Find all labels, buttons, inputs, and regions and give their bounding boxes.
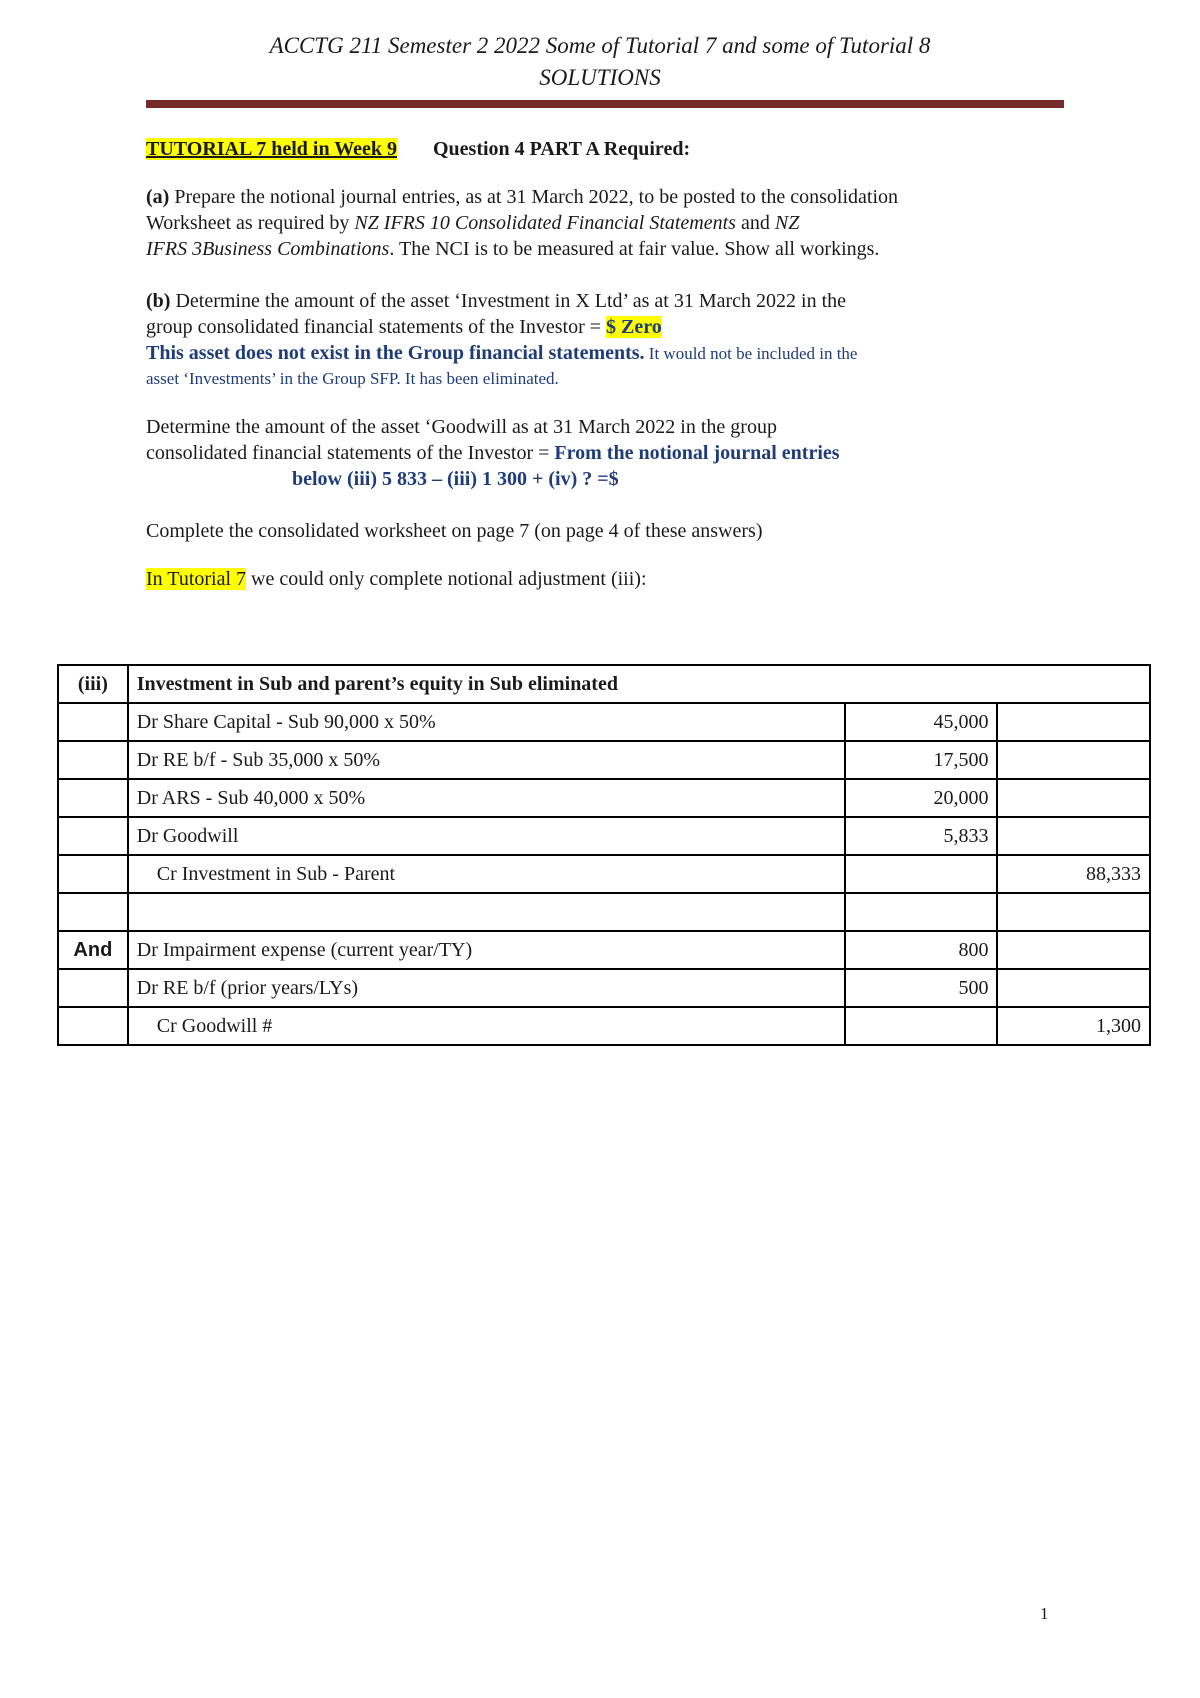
part-b-note-line2: asset ‘Investments’ in the Group SFP. It has been eliminated. [146, 369, 559, 388]
table-row [58, 703, 1150, 741]
row-desc: Dr ARS - Sub 40,000 x 50% [128, 779, 845, 817]
standard-ifrs10: NZ IFRS 10 Consolidated Financial Statements [354, 212, 736, 234]
goodwill-answer2: below (iii) 5 833 – (iii) 1 300 + (iv) ? =$ [292, 468, 619, 490]
row-desc: Dr Impairment expense (current year/TY) [128, 931, 845, 969]
row-cr [997, 741, 1150, 779]
row-cr [997, 931, 1150, 969]
goodwill-answer1: From the notional journal entries [554, 442, 840, 464]
journal-ref: (iii) [58, 665, 128, 703]
row-ref [58, 855, 128, 893]
row-dr: 5,833 [845, 817, 998, 855]
table-row [58, 817, 1150, 855]
header-rule [146, 100, 1064, 108]
table-row [58, 931, 1150, 969]
row-dr: 17,500 [845, 741, 998, 779]
row-cr [997, 969, 1150, 1007]
part-b-label: (b) [146, 290, 171, 312]
row-ref [58, 893, 128, 931]
part-b-note-line1 [146, 340, 857, 367]
table-row [58, 969, 1150, 1007]
part-b-bold-note: This asset does not exist in the Group financial statements. [146, 342, 645, 364]
goodwill-line2 [146, 440, 840, 466]
row-ref [58, 817, 128, 855]
journal-table [57, 664, 1151, 1046]
part-a-line3 [146, 236, 879, 262]
table-row [58, 779, 1150, 817]
row-ref [58, 741, 128, 779]
row-cr: 88,333 [997, 855, 1150, 893]
table-row [58, 741, 1150, 779]
part-a-text2a: Worksheet as required by [146, 212, 355, 234]
table-row [58, 893, 1150, 931]
row-ref [58, 703, 128, 741]
part-a-line1 [146, 184, 898, 210]
part-b-answer: $ Zero [606, 316, 662, 338]
journal-heading-row [58, 665, 1150, 703]
part-a-text2d: NZ [774, 212, 800, 234]
row-desc: Cr Investment in Sub - Parent [128, 855, 845, 893]
row-desc: Dr Share Capital - Sub 90,000 x 50% [128, 703, 845, 741]
tutorial-label: TUTORIAL 7 held in Week 9 [146, 138, 397, 160]
row-cr [997, 779, 1150, 817]
row-cr [997, 893, 1150, 931]
intro-line [146, 136, 690, 162]
row-dr: 800 [845, 931, 998, 969]
row-dr [845, 1007, 998, 1045]
part-a-label: (a) [146, 186, 170, 208]
part-a-text3b: . The NCI is to be measured at fair value. Show all workings. [389, 238, 880, 260]
goodwill-text2: consolidated financial statements of the Investor = [146, 442, 555, 464]
table-row [58, 855, 1150, 893]
tutorial-note-highlight: In Tutorial 7 [146, 568, 247, 590]
header-title-line1: ACCTG 211 Semester 2 2022 Some of Tutorial 7 and some of Tutorial 8 [269, 33, 931, 58]
row-cr: 1,300 [997, 1007, 1150, 1045]
worksheet-note: Complete the consolidated worksheet on page 7 (on page 4 of these answers) [146, 520, 763, 542]
question-label: Question 4 PART A Required: [433, 138, 691, 160]
page-number: 1 [1040, 1604, 1049, 1623]
row-cr [997, 703, 1150, 741]
tutorial-note-rest: we could only complete notional adjustment (iii): [246, 568, 647, 590]
part-b-line2 [146, 314, 662, 340]
part-b-note-a: It would not be included in the [644, 344, 858, 363]
row-dr: 20,000 [845, 779, 998, 817]
part-a-text2c: and [735, 212, 775, 234]
row-ref [58, 779, 128, 817]
row-desc: Dr Goodwill [128, 817, 845, 855]
row-ref [58, 969, 128, 1007]
row-dr [845, 855, 998, 893]
row-cr [997, 817, 1150, 855]
part-b-line1 [146, 288, 846, 314]
row-ref [58, 1007, 128, 1045]
part-b-text1: Determine the amount of the asset ‘Investment in X Ltd’ as at 31 March 2022 in the [170, 290, 847, 312]
row-desc: Dr RE b/f - Sub 35,000 x 50% [128, 741, 845, 779]
header-title-line2: SOLUTIONS [539, 65, 661, 90]
row-desc: Cr Goodwill # [128, 1007, 845, 1045]
row-ref: And [58, 931, 128, 969]
part-a-line2 [146, 210, 799, 236]
part-b-text2: group consolidated financial statements of the Investor = [146, 316, 607, 338]
table-row [58, 1007, 1150, 1045]
row-dr: 45,000 [845, 703, 998, 741]
row-desc [128, 893, 845, 931]
row-desc: Dr RE b/f (prior years/LYs) [128, 969, 845, 1007]
row-dr [845, 893, 998, 931]
part-a-text1: Prepare the notional journal entries, as at 31 March 2022, to be posted to the consolidation [169, 186, 899, 208]
standard-ifrs3: IFRS 3Business Combinations [146, 238, 390, 260]
goodwill-line1: Determine the amount of the asset ‘Goodwill as at 31 March 2022 in the group [146, 416, 777, 438]
journal-heading: Investment in Sub and parent’s equity in Sub eliminated [128, 665, 1150, 703]
tutorial-note [146, 566, 647, 592]
row-dr: 500 [845, 969, 998, 1007]
